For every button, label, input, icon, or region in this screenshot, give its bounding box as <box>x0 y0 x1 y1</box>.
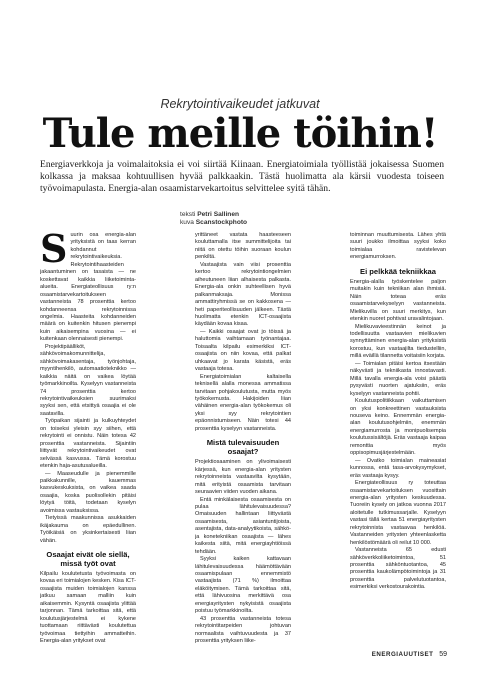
section-subhead: Ei pelkkää tekniikkaa <box>360 266 436 276</box>
paragraph-text: uurin osa energia-alan yrityksistä on taas kerran kohdannut rekrytointivaikeuksia. Rekrytointihaasteiden jakaantuminen on tasaista — ne koskettavat kaikkia liiketoiminta-alueita. Energiateollisuus ry:n osaamistarvekartoitukseen vastanneista 78 prosenttia kertoo kohdanneensa rekrytoinnissa ongelmia. Haasteita kohdanneiden määrä on kuitenkin hitusen pienempi kuin aikaisempina vuosina — ei kuitenkaan olennaisesti pienempi. <box>40 232 136 343</box>
photo-label: kuva <box>180 219 194 226</box>
drop-cap: S <box>40 232 68 271</box>
publication-name: ENERGIAUUTISET <box>371 651 434 658</box>
photo-source: Scanstockphoto <box>195 219 248 226</box>
page-footer <box>372 651 447 658</box>
article-credits <box>180 211 247 227</box>
body-paragraph: yrittäneet vastata haasteeseen kouluttamalla itse summittelijoita tai niitä on otettu töihin suoraan koulun penkiltä. <box>195 232 291 261</box>
author-name: Petri Sallinen <box>197 211 240 218</box>
photo-credit <box>180 219 247 227</box>
body-paragraph: Entä minkälaisesta osaamisesta on pulaa lähitulevaisuudessa? Omaisuuden hallintaan liittyvästä osaamisesta, asiantuntijoista, asentajista, data-analyytikoista, sähkö- ja konetekniikan osaajista — lähes kaikesta siitä, mitä energiayhtiöissä tehdään. <box>195 496 291 555</box>
section-subhead: Mistä tulevaisuuden osaajat? <box>206 438 280 457</box>
body-paragraph <box>40 232 136 344</box>
article-body <box>40 232 446 652</box>
body-paragraph: — Kaikki osaajat ovat jo töissä ja haluttomia vaihtamaan työnantajaa. Toisaalta kilpailu esimerkiksi ICT-osaajista on niin kovaa, että palkat uhkaavat jo karata käsistä, eräs vastaaja totesa. <box>195 328 291 373</box>
body-paragraph: Kilpailu koulutetusta työvoimasta on kovaa eri toimialojen kesken. Kisa ICT-osaajista muiden toimialojen kanssa jatkuu samaan malliin kuin aikaisemmin. Kysyntä osaajista ylittää tarjonnan. Tämä tarkoittaa sitä, että koulutusjärjestelmä ei kykene tuottamaan riittävästi koulutettua työvoimaa tiettyihin ammatteihin. Energia-alan yritykset ovat <box>40 571 136 645</box>
body-paragraph: Syyksi kaiken kattavaan lähitulevaisuudessa häämöttävään osaamispulaan ennemmistö vastaajista (71 %) ilmoittaa eläköitymisen. Tämä tarkoittaa sitä, että lähivuosina merkittävä osa energiayritysten nykyisistä osaajista poistuu työmarkkinoilta. <box>195 556 291 615</box>
article-headline: Tule meille töihin! <box>42 110 438 157</box>
body-column-3 <box>350 232 446 652</box>
body-paragraph: — Maaseudulle ja pienemmille paikkakunnille, kauemmas kasvukeskuksista, on vaikea saada osaajia, koska puolisollekin pitäisi löytyä töitä, todetaan kyselyn avoimissa vastauksissa. <box>40 470 136 514</box>
body-paragraph: Koulutuspolitiikkaan vaikuttamisen on yksi konkreettinen vastauksista nouseva keino. Ennemmän energia-alan koulutusohjelmiin, enemmän energiamurrosta ja monipuolisempia koulutussisältöjä. Eräs vastaaja kaipaa remonttia myös oppisopimusjärjestelmään. <box>350 398 446 457</box>
body-paragraph: Energiatoimialan kaltaisella teknisellä alalla monessa ammatissa tarvitaan pohjakoulutusta, mutta myös työkokemusta. Hakijoiden liian vähäinen energia-alan työkokemus oli yksi syy rekrytointien epäonnistumiseen. Näin totesi 44 prosenttia kyselyyn vastanneista. <box>195 373 291 432</box>
author-credit <box>180 211 247 219</box>
body-paragraph: Vastaajista vain viisi prosenttia kertoo rekrytointiongelmien aiheutuneen liian alhaisesta palkasta. Energia-ala onkin suhteellisen hyvä palkanmaksaja. Monissa ammattiryhmissä se on kakkosena — heti paperiteollisuuden jälkeen. Tästä huolimatta etenkin ICT-osaajista käydään kovaa kisaa. <box>195 261 291 328</box>
article-kicker: Rekrytointivaikeudet jatkuvat <box>160 97 320 111</box>
body-paragraph: Tietyissä maakunnissa asukkaiden ikäjakauma on epäedullinen. Työikäisiä on yksinkertaisesti liian vähän. <box>40 515 136 544</box>
body-paragraph: Projektiosaaminen on ylivoimaisesti kärjessä, kun energia-alan yritysten rekrytoinneista vastaavilta kysytään, mitä erityistä osaamista tarvitaan seuraavien viiden vuoden aikana. <box>195 459 291 496</box>
page-number: 59 <box>439 651 447 658</box>
body-paragraph: — Toimialan pitäisi kertoa itsestään näkyvästi ja tekniikasta innostavasti. Millä tavalla energia-ala voisi päästä pysyvästi nuorten ajatuksiin, eräs kyselyyn vastanneista pohtii. <box>350 360 446 397</box>
body-paragraph: Energiateollisuus ry toteuttaa osaamistarvekartoituksen vuosittain energia-alan yritysten keskuudessa. Tuoreiin kysely on jatkoa vuonna 2017 aloitetulle tutkimussarjalle. Kyselyyn vastasi tällä kertaa 51 energiayritysten rekrytoinnista vastaavaa henkilöä. Vastanneiden yritysten yhteenlasketta henkilöstömäärä oli reilut 10 000. <box>350 480 446 546</box>
body-paragraph: toiminnan muuttumisesta. Lähes yhtä suuri joukko ilmoittaa syyksi koko toimialaa ravistelevan energiamurroksen. <box>350 232 446 261</box>
body-column-1 <box>40 232 136 652</box>
section-subhead: Osaajat eivät ole siellä, missä työt ovat <box>46 550 130 569</box>
body-paragraph: Energia-alalla työskentelee paljon muitakin kuin tekniikan alan ihmisiä. Näin toteaa eräs osaamistarvekyselyyn vastanneista. Mielikuvilla on suuri merkitys, kun etenkin nuoret pohtivat uravalintojaan. <box>350 278 446 323</box>
body-paragraph: Vastanneista 65 edusti sähköverkkoliiketoimintoa, 51 prosenttia sähköntuotantoa, 45 prosenttia kaukolämpötoimintoja ja 31 prosenttia palvelutuotantoa, esimerkiksi verkostourakointia. <box>350 547 446 591</box>
author-label: teksti <box>180 211 196 218</box>
body-paragraph: Mielikuvavieestinnän keinot ja todellisuutta vastaavien mielikuvien synnyttäminen energia-alan yrityksistä korostuu, kun vastaajilta tiedustelliin, millä eväillä tilannetta voitaisiin korjata. <box>350 323 446 360</box>
body-column-2 <box>195 232 291 652</box>
body-paragraph: Työpaikan sijainti ja kulkuyhteydet on toiseksi yleisin syy siihen, että rekrytointi ei onnistu. Näin totesa 42 prosenttia vastanneista. Sijaintiin liittyvät rekrytointivaikeudet ovat selvässä kasvussa. Tämä korostuu etenkin haja-asutusalueilla. <box>40 418 136 470</box>
body-paragraph: Projektipäälliköt, sähkövoimakomunnittelija, sähkövoimakasentaja, työnjohtaja, myyntihenkilö, automaatioteknikko — kaikkia näitä on vaikea löytää työmarkkinoilta. Kyselyyn vastanneista 74 prosenttia kertoo rekrytointivaikeuksien suurimaksi syyksi sen, että etsittyä osaajia ei ole saatavilla. <box>40 343 136 417</box>
article-lead: Energiaverkkoja ja voimalaitoksia ei voi siirtää Kiinaan. Energiatoimiala työllistää jokaisessa Suomen kolkassa ja maksaa kohtuullisen hyvää palkkaakin. Tästä huolimatta ala kärsii vuodesta toiseen työvoimapulasta. Energia-alan osaamistarvekartoitus selvittelee syitä tähän. <box>40 159 444 195</box>
body-paragraph: 43 prosenttia vastanneista totesa rekrytointitarpeiden johtuvan normaalista vaihtuvuudesta ja 37 prosenttia yrityksen liike- <box>195 615 291 645</box>
body-paragraph: — Ovatko toimialan maineasiat kunnossa, entä tasa-arvokysymykset, eräs vastaaja kysyy. <box>350 457 446 479</box>
